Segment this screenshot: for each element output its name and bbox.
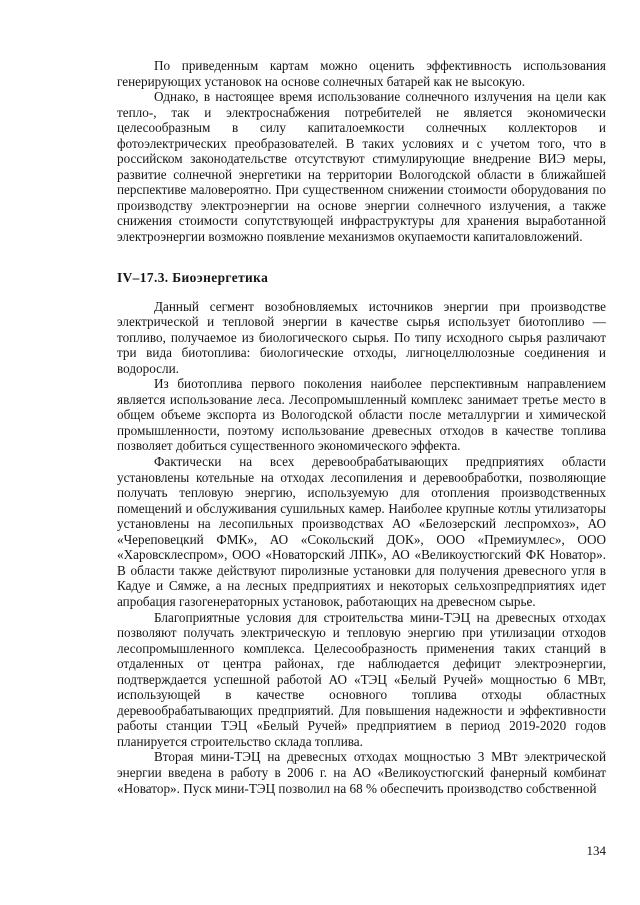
page-number: 134 <box>586 843 606 858</box>
page-body <box>117 58 606 796</box>
bioenergy-text <box>117 299 606 797</box>
paragraph: Из биотоплива первого поколения наиболее перспективным направлением является использование леса. Лесопромышленный комплекс занимает третье место в общем объеме экспорта из Вологодской области после металлургии и химической промышленности, поэтому использование древесных отходов в качестве топлива позволяет добиться существенного экономического эффекта. <box>117 376 606 454</box>
paragraph: Данный сегмент возобновляемых источников энергии при производстве электрической и тепловой энергии в качестве сырья использует биотопливо — топливо, получаемое из биологического сырья. По типу исходного сырья различают три вида биотоплива: биологические отходы, лигноцеллюлозные соединения и водоросли. <box>117 298 606 376</box>
paragraph: Фактически на всех деревообрабатывающих предприятиях области установлены котельные на отходах лесопиления и деревообработки, позволяющие получать тепловую энергию, используемую для отопления производственных помещений и обслуживания сушильных камер. Наиболее крупные котлы утилизаторы установлены на лесопильных производствах АО «Белозерский леспромхоз», АО «Череповецкий ФМК», АО «Сокольский ДОК», ООО «Премиумлес», ООО «Харовсклеспром», ООО «Новаторский ЛПК», АО «Великоустюгский ФК Новатор». В области также действуют пиролизные установки для получения древесного угля в Кадуе и Сямже, а на лесных предприятиях и некоторых сельхозпредприятиях идет апробация газогенераторных установок, работающих на древесном сырье. <box>117 454 606 609</box>
paragraph: Вторая мини-ТЭЦ на древесных отходах мощностью 3 МВт электрической энергии введена в работу в 2006 г. на АО «Великоустюгский фанерный комбинат «Новатор». Пуск мини-ТЭЦ позволил на 68 % обеспечить производство собственной <box>117 749 606 796</box>
solar-energy-text <box>117 58 606 245</box>
section-heading: IV–17.3. Биоэнергетика <box>117 269 269 285</box>
paragraph: Однако, в настоящее время использование солнечного излучения на цели как тепло-, так и электроснабжения потребителей не является экономически целесообразным в силу капиталоемкости солнечных коллекторов и фотоэлектрических преобразователей. В таких условиях и с учетом того, что в российском законодательстве отсутствуют стимулирующие внедрение ВИЭ меры, развитие солнечной энергетики на территории Вологодской области в ближайшей перспективе маловероятно. При существенном снижении стоимости оборудования по производству электроэнергии на основе энергии солнечного излучения, а также снижения стоимости сопутствующей инфраструктуры для хранения выработанной электроэнергии возможно появление механизмов окупаемости капиталовложений. <box>117 89 606 245</box>
paragraph: Благоприятные условия для строительства мини-ТЭЦ на древесных отходах позволяют получать электрическую и тепловую энергию при утилизации отходов лесопромышленного комплекса. Целесообразность применения таких станций в отдаленных от центра районах, где наблюдается дефицит электроэнергии, подтверждается успешной работой АО «ТЭЦ «Белый Ручей» мощностью 6 МВт, использующей в качестве основного топлива отходы областных деревообрабатывающих предприятий. Для повышения надежности и эффективности работы станции ТЭЦ «Белый Ручей» предприятием в период 2019-2020 годов планируется строительство склада топлива. <box>117 609 606 749</box>
paragraph: По приведенным картам можно оценить эффективность использования генерирующих установок на основе солнечных батарей как не высокую. <box>117 58 606 89</box>
